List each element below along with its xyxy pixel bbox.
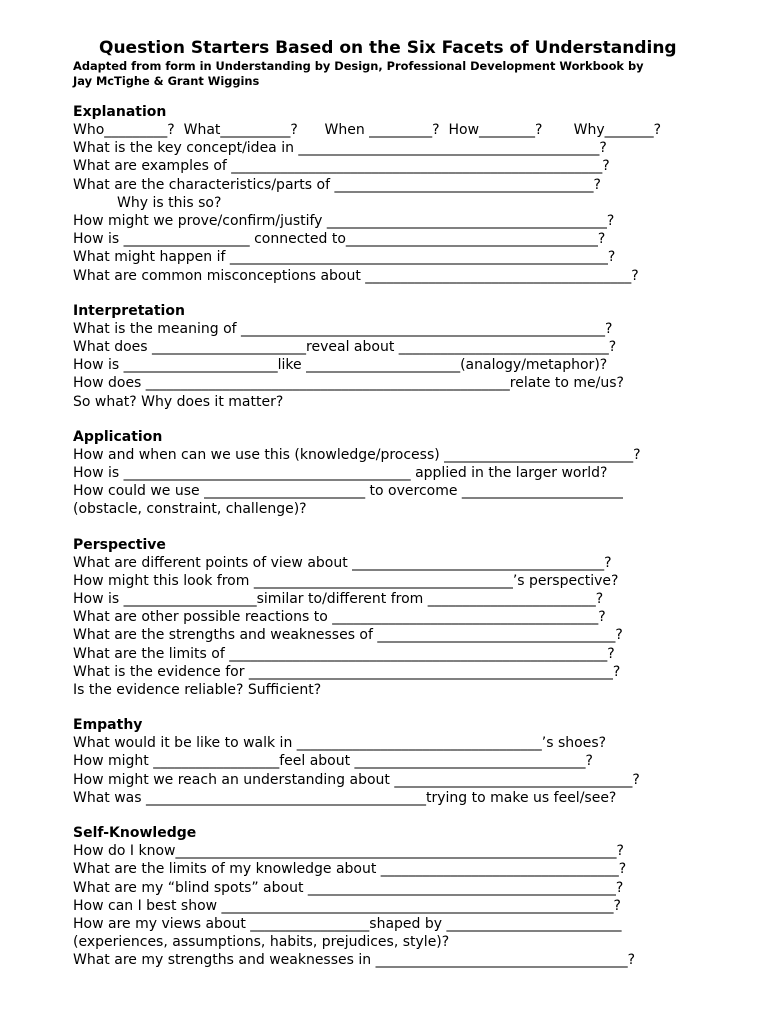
subtitle-line-1: Adapted from form in Understanding by Design, Professional Development Workbook by [73, 59, 644, 73]
question-line: What are different points of view about ____________________________________? [73, 554, 612, 571]
question-line: What are examples of _____________________________________________________? [73, 158, 610, 175]
question-line: What are my strengths and weaknesses in ____________________________________? [73, 952, 636, 969]
question-line: How could we use _______________________ to overcome _______________________ [73, 483, 623, 500]
question-line: How can I best show ________________________________________________________? [73, 897, 621, 914]
question-line: How is ___________________similar to/different from ________________________? [73, 591, 604, 608]
question-line: How is _________________________________________ applied in the larger world? [73, 465, 608, 482]
question-line: What are common misconceptions about ______________________________________? [73, 267, 639, 284]
question-line: What are other possible reactions to ______________________________________? [73, 609, 606, 626]
section-heading: Self-Knowledge [73, 825, 197, 842]
question-line: How does ____________________________________________________relate to me/us? [73, 375, 624, 392]
section-application [73, 428, 723, 519]
question-line: What are the strengths and weaknesses of __________________________________? [73, 627, 623, 644]
question-line: What are my “blind spots” about ____________________________________________? [73, 879, 624, 896]
question-line: (experiences, assumptions, habits, prejudices, style)? [73, 934, 450, 951]
question-line: So what? Why does it matter? [73, 393, 284, 410]
question-line: What are the limits of my knowledge about __________________________________? [73, 861, 627, 878]
question-line: What are the characteristics/parts of _____________________________________? [73, 176, 601, 193]
question-line: What does ______________________reveal about ______________________________? [73, 339, 617, 356]
question-line: How is __________________ connected to____________________________________? [73, 231, 606, 248]
question-line: How do I know_______________________________________________________________? [73, 843, 624, 860]
question-line: How might we prove/confirm/justify ________________________________________? [73, 213, 615, 230]
question-line: What is the key concept/idea in ___________________________________________? [73, 140, 607, 157]
question-line: What was ________________________________________trying to make us feel/see? [73, 789, 617, 806]
section-heading: Explanation [73, 104, 167, 120]
question-line: (obstacle, constraint, challenge)? [73, 501, 307, 518]
question-line: How might this look from _____________________________________’s perspective? [73, 572, 619, 589]
page-title: Question Starters Based on the Six Facets of Understanding [99, 38, 677, 58]
question-line: What would it be like to walk in ___________________________________’s shoes? [73, 735, 607, 752]
section-interpretation [73, 302, 723, 411]
question-line: Who_________? What__________? When _________? How________? Why_______? [73, 122, 662, 138]
question-line: What is the meaning of ____________________________________________________? [73, 320, 613, 337]
question-line: How might we reach an understanding about __________________________________? [73, 771, 640, 788]
question-line: What is the evidence for ____________________________________________________? [73, 663, 621, 680]
question-line: Why is this so? [117, 194, 222, 211]
worksheet-page [73, 37, 723, 970]
question-line: What might happen if ______________________________________________________? [73, 249, 616, 266]
question-line: What are the limits of ______________________________________________________? [73, 645, 615, 662]
question-line: Is the evidence reliable? Sufficient? [73, 682, 322, 699]
subtitle-line-2: Jay McTighe & Grant Wiggins [73, 73, 260, 88]
question-line: How might __________________feel about _________________________________? [73, 753, 593, 770]
section-heading: Interpretation [73, 302, 185, 319]
section-heading: Perspective [73, 536, 166, 553]
section-heading: Application [73, 428, 163, 445]
question-line: How are my views about _________________shaped by _________________________ [73, 915, 622, 932]
question-line: How and when can we use this (knowledge/process) ___________________________? [73, 446, 641, 463]
question-line: How is ______________________like ______________________(analogy/metaphor)? [73, 357, 608, 374]
section-heading: Empathy [73, 717, 143, 734]
section-empathy [73, 716, 723, 807]
section-explanation [73, 103, 723, 285]
section-self-knowledge [73, 824, 723, 969]
section-perspective [73, 536, 723, 700]
